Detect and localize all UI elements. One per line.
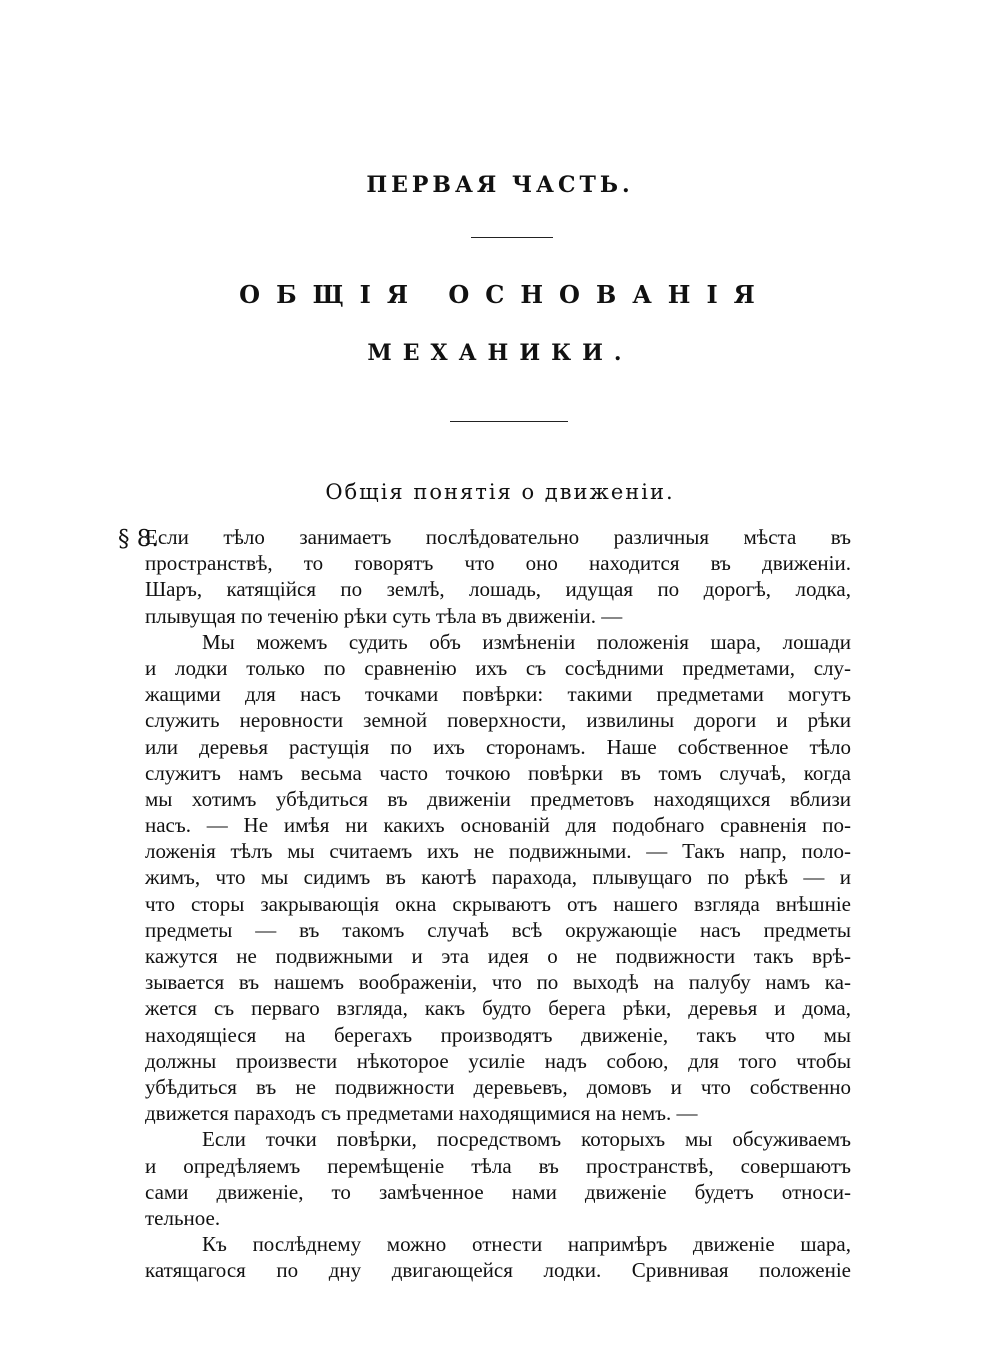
part-title: ПЕРВАЯ ЧАСТЬ. <box>366 172 634 198</box>
sub-title: МЕХАНИКИ. <box>367 340 633 366</box>
text-line: катящагося по дну двигающейся лодки. Сривнивая положеніе <box>145 1258 851 1283</box>
text-line: Къ послѣднему можно отнести напримѣръ движеніе шара, <box>202 1232 851 1257</box>
text-line: что сторы закрывающія окна скрываютъ отъ нашего взгляда внѣшніе <box>145 891 851 916</box>
main-title: ОБЩІЯ ОСНОВАНІЯ <box>239 280 771 309</box>
text-line: пространствѣ, то говорятъ что оно находится въ движеніи. <box>145 551 851 576</box>
text-line: жимъ, что мы сидимъ въ каютѣ парахода, плывущаго по рѣкѣ — и <box>145 865 851 890</box>
divider-rule-bottom <box>450 421 568 422</box>
section-heading: Общія понятія о движеніи. <box>325 480 675 504</box>
text-line: жащими для насъ точками повѣрки: такими предметами могутъ <box>145 682 851 707</box>
text-line: Мы можемъ судить объ измѣненіи положенія шара, лошади <box>202 629 851 654</box>
text-line: Если тѣло занимаетъ послѣдовательно различныя мѣста въ <box>145 525 851 549</box>
text-line: и лодки только по сравненію ихъ съ сосѣдними предметами, слу- <box>145 655 851 680</box>
text-line: жется съ перваго взгляда, какъ будто берега рѣки, деревья и дома, <box>145 996 851 1021</box>
text-line: тельное. <box>145 1205 221 1230</box>
text-line: находящіеся на берегахъ производятъ движеніе, такъ что мы <box>145 1022 851 1047</box>
text-line: кажутся не подвижными и эта идея о не подвижности такъ врѣ- <box>145 944 851 968</box>
text-line: и опредѣляемъ перемѣщеніе тѣла въ пространствѣ, совершаютъ <box>145 1153 851 1178</box>
text-line: движется параходъ съ предметами находящимися на немъ. — <box>145 1101 698 1126</box>
text-line: служить неровности земной поверхности, извилины дороги и рѣки <box>145 708 851 733</box>
text-line: предметы — въ такомъ случаѣ всѣ окружающіе насъ предметы <box>145 917 851 942</box>
body-text <box>145 524 851 1283</box>
text-line: или деревья растущія по ихъ сторонамъ. Наше собственное тѣло <box>145 734 851 759</box>
divider-rule-top <box>471 237 553 238</box>
text-line: насъ. — Не имѣя ни какихъ основаній для подобнаго сравненія по- <box>145 813 851 838</box>
text-line: служитъ намъ весьма часто точкою повѣрки въ томъ случаѣ, когда <box>145 760 851 785</box>
paragraph-number: § 8. <box>118 526 159 552</box>
text-line: убѣдиться въ не подвижности деревьевъ, домовъ и что собственно <box>145 1074 851 1099</box>
text-line: Если точки повѣрки, посредствомъ которыхъ мы обсуживаемъ <box>202 1127 851 1152</box>
text-line: мы хотимъ убѣдиться въ движеніи предметовъ находящихся вблизи <box>145 786 851 811</box>
text-line: зывается въ нашемъ воображеніи, что по выходѣ на палубу намъ ка- <box>145 970 851 995</box>
text-line: должны произвести нѣкоторое усиліе надъ собою, для того чтобы <box>145 1048 851 1073</box>
text-line: сами движеніе, то замѣченное нами движеніе будетъ относи- <box>145 1179 851 1204</box>
text-line: плывущая по теченію рѣки суть тѣла въ движеніи. — <box>145 603 623 628</box>
text-line: Шаръ, катящійся по землѣ, лошадь, идущая по дорогѣ, лодка, <box>145 577 851 602</box>
text-line: ложенія тѣлъ мы считаемъ ихъ не подвижными. — Такъ напр, поло- <box>145 839 851 864</box>
